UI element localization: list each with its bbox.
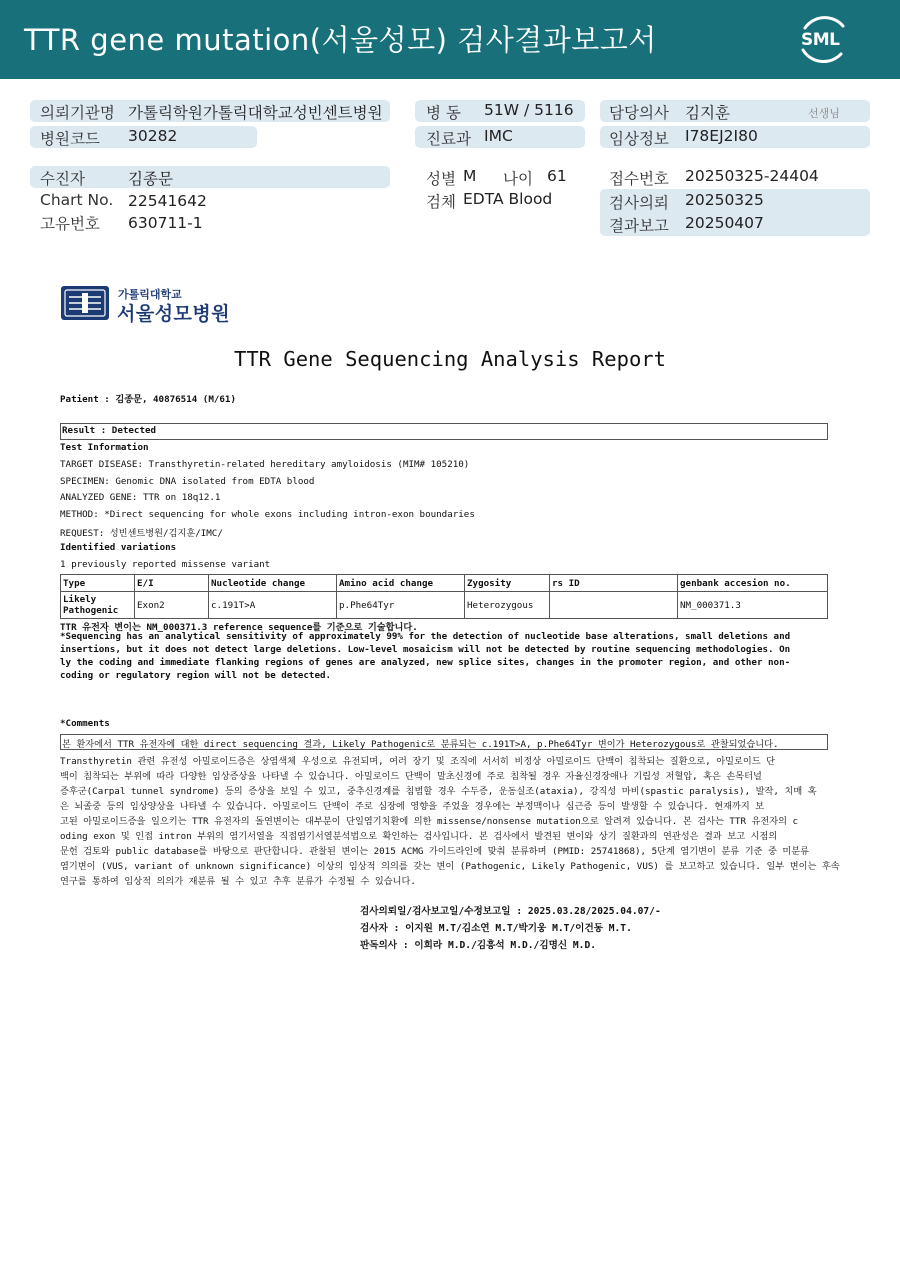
sensitivity-line-3: ly the coding and immediate flanking regions of genes are analyzed, new splice sites, changes in the promoter region, and other non- (60, 657, 791, 668)
header-zygosity: Zygosity (465, 575, 550, 592)
cell-amino-acid: p.Phe64Tyr (337, 592, 465, 619)
hospital-emblem-icon (60, 285, 110, 321)
comment-line-2: 백이 침착되는 부위에 따라 다양한 임상증상을 나타낼 수 있습니다. 아밀로이드 단백이 말초신경에 주로 침착될 경우 자율신경장애나 기립성 저혈압, 혹은 손목터널 (60, 771, 762, 782)
variant-table-header (61, 575, 828, 592)
sex-label: 성별 (426, 170, 456, 188)
ward-value: 51W / 5116 (484, 101, 574, 119)
sensitivity-line-1: *Sequencing has an analytical sensitivity of approximately 99% for the detection of nucleotide base alterations, small deletions and (60, 631, 791, 642)
comment-line-7: 문헌 검토와 public database를 바탕으로 판단합니다. 관찰된 변이는 2015 ACMG 가이드라인에 맞춰 분류하며 (PMID: 25741868), 5단계 염기변이 분류 기준 중 미분류 (60, 846, 810, 857)
patient-label: 수진자 (40, 170, 85, 188)
cell-type: Likely Pathogenic (61, 592, 135, 619)
doctor-suffix: 선생님 (808, 107, 840, 120)
report-header (0, 0, 900, 79)
comments-heading: *Comments (60, 718, 110, 729)
receipt-value: 20250325-24404 (685, 167, 819, 185)
sex-value: M (463, 167, 477, 185)
uid-label: 고유번호 (40, 215, 100, 233)
target-disease: TARGET DISEASE: Transthyretin-related hereditary amyloidosis (MIM# 105210) (60, 459, 470, 470)
header-genbank: genbank accesion no. (678, 575, 828, 592)
comment-line-3: 증후군(Carpal tunnel syndrome) 등의 증상을 보일 수 있고, 중추신경계를 침범할 경우 수두증, 운동실조(ataxia), 강직성 마비(spastic paralysis), 발작, 치매 혹 (60, 786, 817, 797)
hospital-code-value: 30282 (128, 127, 178, 145)
table-row (61, 592, 828, 619)
request-date-value: 20250325 (685, 191, 764, 209)
variant-table (60, 574, 828, 619)
doctor-label: 담당의사 (609, 104, 669, 122)
header-type: Type (61, 575, 135, 592)
receipt-label: 접수번호 (609, 170, 669, 188)
testers-line: 검사자 : 이지원 M.T/김소연 M.T/박기웅 M.T/이건동 M.T. (360, 923, 632, 934)
dept-value: IMC (484, 127, 513, 145)
method-line: METHOD: *Direct sequencing for whole exons including intron-exon boundaries (60, 509, 475, 520)
uid-value: 630711-1 (128, 214, 203, 232)
header-ei: E/I (135, 575, 209, 592)
ward-label: 병 동 (426, 104, 461, 122)
dates-line: 검사의뢰일/검사보고일/수정보고일 : 2025.03.28/2025.04.07/- (360, 906, 661, 917)
doctor-value: 김지훈 (685, 104, 730, 122)
report-header-title: TTR gene mutation(서울성모) 검사결과보고서 (24, 23, 657, 57)
comment-line-4: 은 뇌졸중 등의 임상양상을 나타낼 수 있습니다. 아밀로이드 단백이 주로 심장에 영향을 주었을 경우에는 부정맥이나 심근증 등이 발생할 수 있습니다. 현재까지 보 (60, 801, 765, 812)
patient-line: Patient : 김종문, 40876514 (M/61) (60, 394, 236, 405)
age-value: 61 (547, 167, 567, 185)
institution-value: 가톨릭학원가톨릭대학교성빈센트병원 (128, 104, 383, 122)
cell-ei: Exon2 (135, 592, 209, 619)
specimen-line: SPECIMEN: Genomic DNA isolated from EDTA blood (60, 476, 315, 487)
header-amino-acid: Amino acid change (337, 575, 465, 592)
identified-count: 1 previously reported missense variant (60, 559, 271, 570)
sml-logo-text: SML (801, 30, 840, 50)
comment-box (60, 734, 828, 750)
comment-line-6: oding exon 및 인접 intron 부위의 염기서열을 직접염기서열분석법으로 확인하는 검사입니다. 본 검사에서 발견된 변이와 상기 질환과의 연관성은 결과 보고 시점의 (60, 831, 778, 842)
header-rsid: rs ID (550, 575, 678, 592)
comment-line-9: 연구를 통하여 임상적 의의가 재분류 될 수 있고 추후 분류가 수정될 수 있습니다. (60, 876, 416, 887)
request-line: REQUEST: 성빈센트병원/김지훈/IMC/ (60, 528, 223, 539)
dept-label: 진료과 (426, 130, 471, 148)
report-date-value: 20250407 (685, 214, 764, 232)
comment-line-1: Transthyretin 관련 유전성 아밀로이드증은 상염색체 우성으로 유전되며, 여러 장기 및 조직에 서서히 비정상 아밀로이드 단백이 침착되는 질환으로, 아밀로이드 단 (60, 756, 776, 767)
specimen-label: 검체 (426, 193, 456, 211)
clinical-value: I78EJ2I80 (685, 127, 758, 145)
report-title: TTR Gene Sequencing Analysis Report (234, 347, 666, 371)
analyzed-gene: ANALYZED GENE: TTR on 18q12.1 (60, 492, 221, 503)
sensitivity-line-4: coding or regulatory region will not be detected. (60, 670, 332, 681)
hospital-name-main: 서울성모병원 (117, 303, 231, 325)
comment-line-5: 고된 아밀로이드증을 일으키는 TTR 유전자의 돌연변이는 대부분이 단일염기치환에 의한 missense/nonsense mutation으로 알려져 있습니다. 본 검사는 TTR 유전자의 c (60, 816, 799, 827)
hospital-name-top: 가톨릭대학교 (118, 288, 182, 301)
institution-label: 의뢰기관명 (40, 104, 115, 122)
comment-line-8: 염기변이 (VUS, variant of unknown significance) 이상의 임상적 의의를 갖는 변이 (Pathogenic, Likely Pathogenic, VUS) 를 보고하고 있습니다. 일부 변이는 후속 (60, 861, 840, 872)
sensitivity-line-2: insertions, but it does not detect large deletions. Low-level mosaicism will not be detected by routine sequencing methodologies. On (60, 644, 791, 655)
cell-rsid (550, 592, 678, 619)
comment-box-text: 본 환자에서 TTR 유전자에 대한 direct sequencing 결과, Likely Pathogenic로 분류되는 c.191T>A, p.Phe64Tyr 변이가 Heterozygous로 관찰되었습니다. (62, 739, 779, 750)
readers-line: 판독의사 : 이희라 M.D./김흥석 M.D./김명신 M.D. (360, 940, 596, 951)
test-info-heading: Test Information (60, 442, 149, 453)
hospital-code-label: 병원코드 (40, 130, 100, 148)
request-label: 검사의뢰 (609, 194, 669, 212)
patient-value: 김종문 (128, 170, 173, 188)
cell-zygosity: Heterozygous (465, 592, 550, 619)
clinical-label: 임상정보 (609, 130, 669, 148)
specimen-value: EDTA Blood (463, 190, 553, 208)
result-text: Result : Detected (62, 425, 157, 436)
header-nucleotide: Nucleotide change (209, 575, 337, 592)
cell-genbank: NM_000371.3 (678, 592, 828, 619)
chart-label: Chart No. (40, 191, 114, 209)
report-label: 결과보고 (609, 217, 669, 235)
reference-note: TTR 유전자 변이는 NM_000371.3 reference sequence를 기준으로 기술합니다. (60, 622, 418, 633)
result-box (60, 423, 828, 440)
chart-value: 22541642 (128, 192, 207, 210)
cell-nucleotide: c.191T>A (209, 592, 337, 619)
age-label: 나이 (503, 170, 533, 188)
identified-heading: Identified variations (60, 542, 177, 553)
